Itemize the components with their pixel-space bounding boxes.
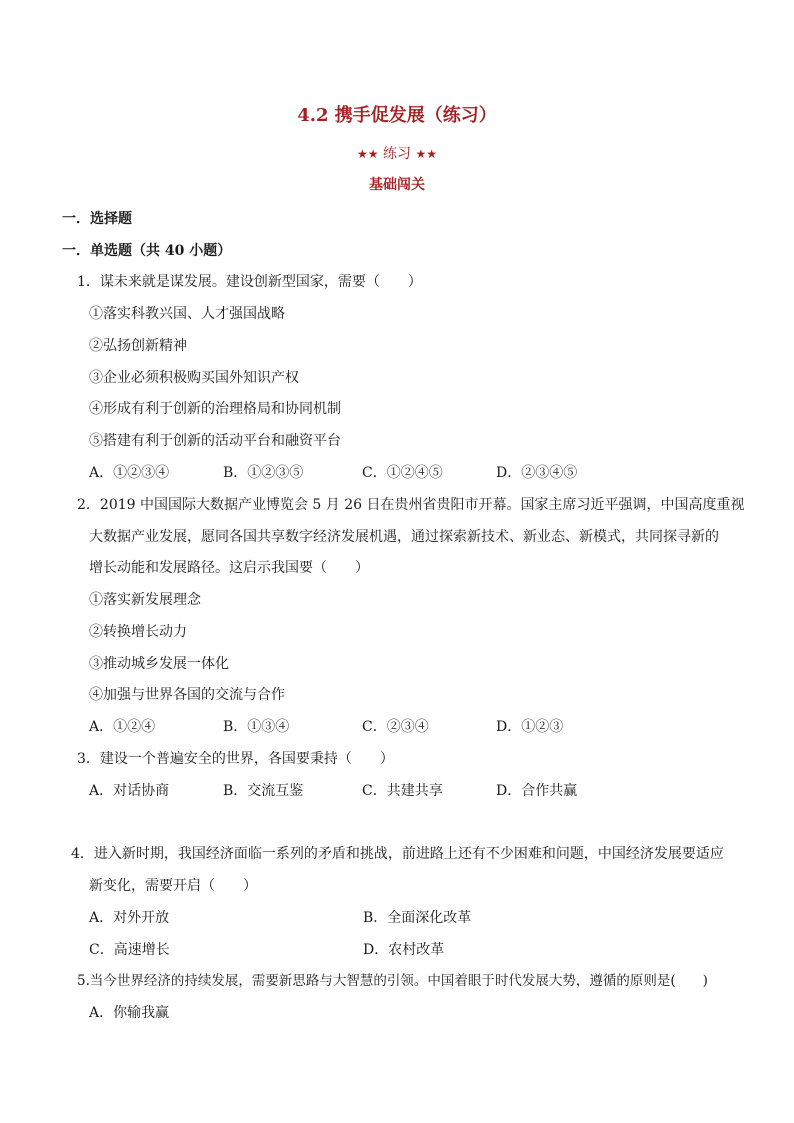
question-2-stem: 2．2019 中国国际大数据产业博览会 5 月 26 日在贵州省贵阳市开幕。国家主席习近平强调，中国高度重视 xyxy=(77,497,745,513)
question-4-stem-cont: 新变化，需要开启（ ） xyxy=(89,878,257,894)
section-heading-choice: 一．选择题 xyxy=(62,211,132,227)
question-2-item: ①落实新发展理念 xyxy=(89,592,201,608)
question-4-stem: 4．进入新时期，我国经济面临一系列的矛盾和挑战，前进路上还有不少困难和问题，中国经济发展要适应 xyxy=(71,846,724,862)
question-4-option-a[interactable]: A．对外开放 xyxy=(89,910,170,926)
question-2-item: ④加强与世界各国的交流与合作 xyxy=(89,687,285,703)
question-2-stem-cont: 大数据产业发展，愿同各国共享数字经济发展机遇，通过探索新技术、新业态、新模式，共同探寻新的 xyxy=(89,529,719,545)
question-3-option-a[interactable]: A．对话协商 xyxy=(89,783,170,799)
question-1-option-d[interactable]: D．②③④⑤ xyxy=(496,465,578,481)
question-2-stem-cont: 增长动能和发展路径。这启示我国要（ ） xyxy=(89,560,369,576)
question-1-item: ①落实科教兴国、人才强国战略 xyxy=(89,306,285,322)
question-4-option-c[interactable]: C．高速增长 xyxy=(89,942,170,958)
document-title: 4.2 携手促发展（练习） xyxy=(297,105,497,126)
section-heading-single: 一．单选题（共 40 小题） xyxy=(62,243,232,259)
question-2-option-a[interactable]: A．①②④ xyxy=(89,719,156,735)
question-2-item: ③推动城乡发展一体化 xyxy=(89,656,229,672)
question-4-option-b[interactable]: B．全面深化改革 xyxy=(363,910,472,926)
question-5-stem: 5.当今世界经济的持续发展，需要新思路与大智慧的引领。中国着眼于时代发展大势，遵循的原则是( ) xyxy=(77,973,708,989)
question-1-item: ③企业必须积极购买国外知识产权 xyxy=(89,370,299,386)
level-heading: 基础闯关 xyxy=(369,177,425,193)
question-1-option-c[interactable]: C．①②④⑤ xyxy=(362,465,443,481)
question-1-option-a[interactable]: A．①②③④ xyxy=(89,465,170,481)
question-3-option-c[interactable]: C．共建共享 xyxy=(362,783,443,799)
question-3-option-d[interactable]: D．合作共赢 xyxy=(496,783,578,799)
question-3-option-b[interactable]: B．交流互鉴 xyxy=(223,783,304,799)
question-1-item: ④形成有利于创新的治理格局和协同机制 xyxy=(89,401,341,417)
question-2-option-d[interactable]: D．①②③ xyxy=(496,719,564,735)
question-2-option-b[interactable]: B．①③④ xyxy=(223,719,290,735)
question-2-option-c[interactable]: C．②③④ xyxy=(362,719,429,735)
question-1-option-b[interactable]: B．①②③⑤ xyxy=(223,465,304,481)
question-5-option-a[interactable]: A．你输我赢 xyxy=(89,1005,170,1021)
question-3-stem: 3．建设一个普遍安全的世界，各国要秉持（ ） xyxy=(77,751,394,767)
subtitle-text: 练习 xyxy=(383,146,411,162)
star-icon-right: ★★ xyxy=(415,147,437,161)
question-4-option-d[interactable]: D．农村改革 xyxy=(363,942,445,958)
question-1-stem: 1．谋未来就是谋发展。建设创新型国家，需要（ ） xyxy=(77,274,422,290)
question-2-item: ②转换增长动力 xyxy=(89,624,187,640)
question-1-item: ⑤搭建有利于创新的活动平台和融资平台 xyxy=(89,433,341,449)
star-icon-left: ★★ xyxy=(357,147,379,161)
question-1-item: ②弘扬创新精神 xyxy=(89,338,187,354)
practice-subtitle xyxy=(0,145,794,163)
